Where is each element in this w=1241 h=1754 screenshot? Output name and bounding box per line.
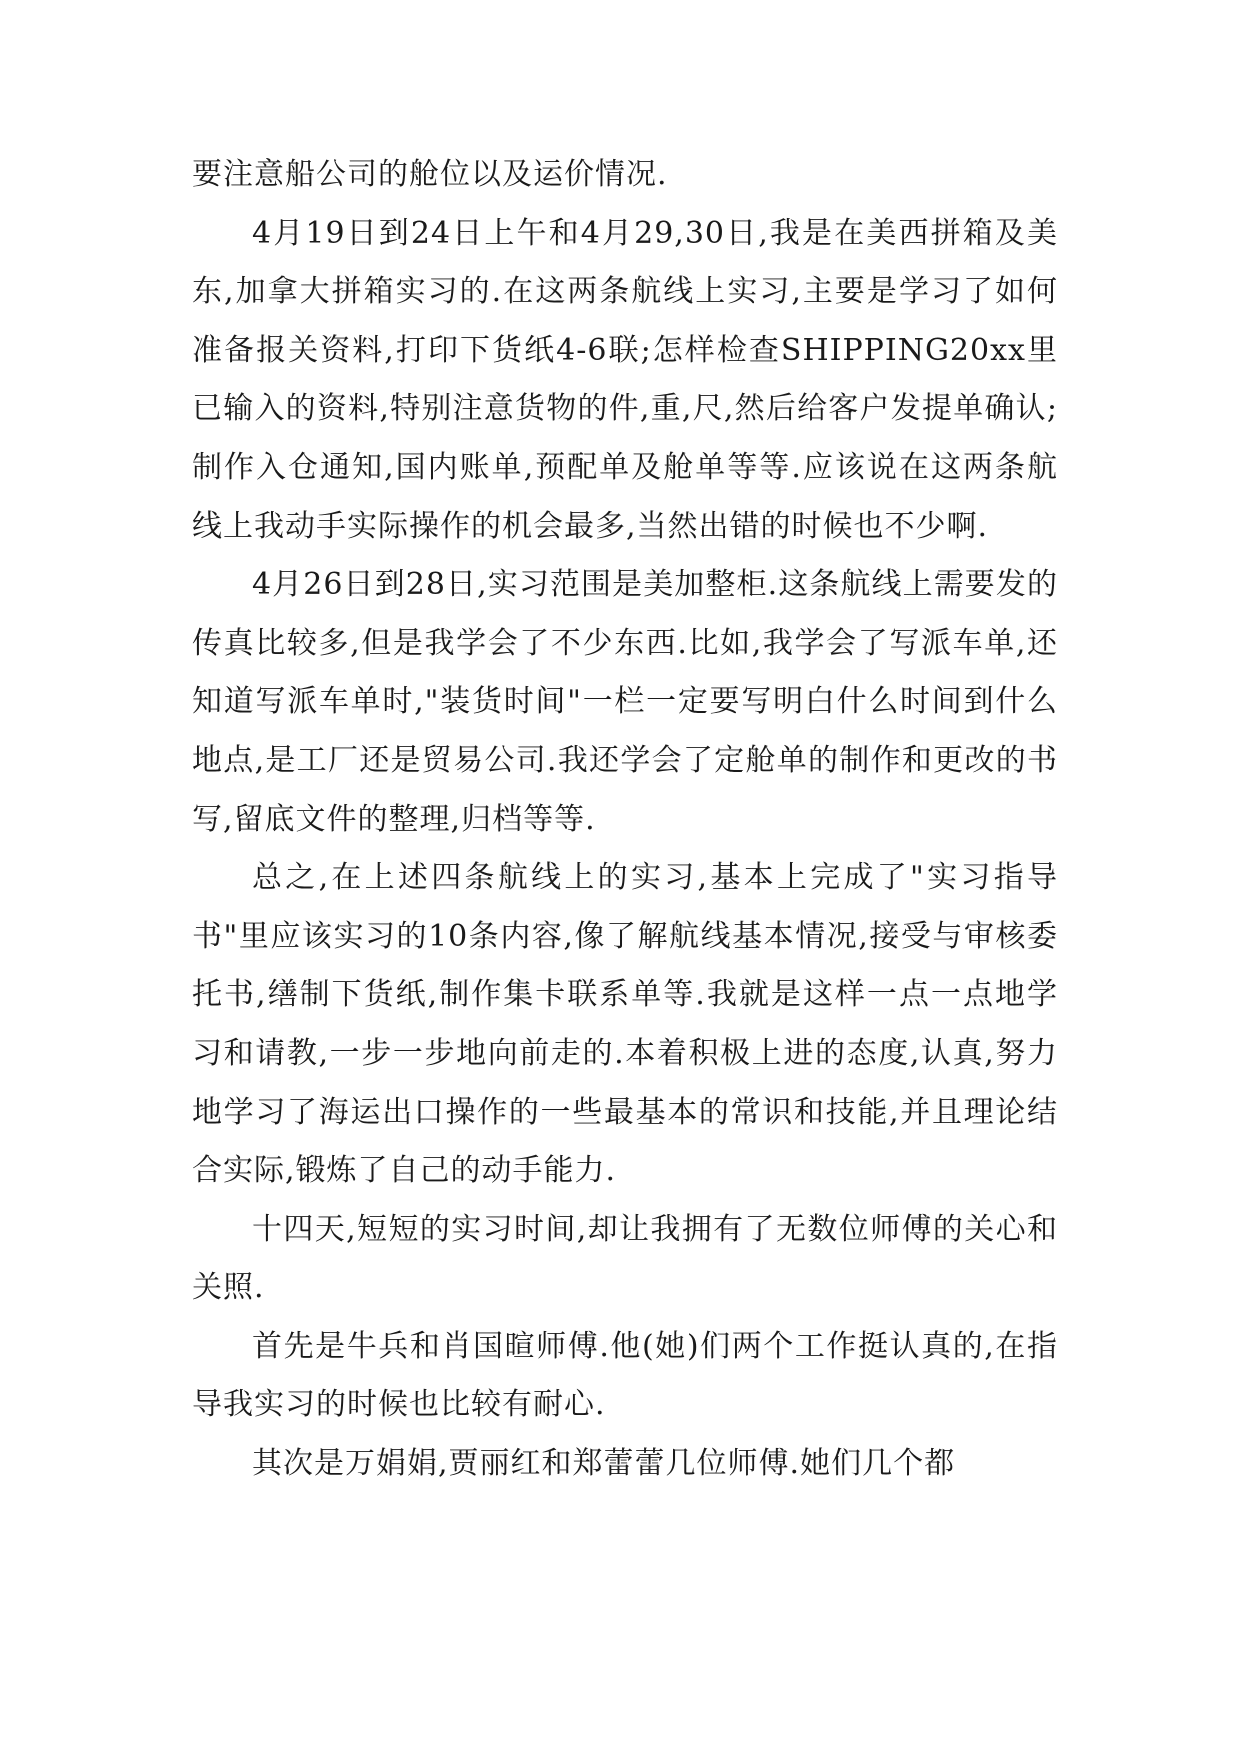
paragraph-4: 总之,在上述四条航线上的实习,基本上完成了"实习指导书"里应该实习的10条内容,像了解航线基本情况,接受与审核委托书,缮制下货纸,制作集卡联系单等.我就是这样一点一点地学习和请教,一步一步地向前走的.本着积极上进的态度,认真,努力地学习了海运出口操作的一些最基本的常识和技能,并且理论结合实际,锻炼了自己的动手能力. [192, 860, 1058, 1189]
paragraph-7: 其次是万娟娟,贾丽红和郑蕾蕾几位师傅.她们几个都 [252, 1446, 956, 1482]
paragraph-3: 4月26日到28日,实习范围是美加整柜.这条航线上需要发的传真比较多,但是我学会了不少东西.比如,我学会了写派车单,还知道写派车单时,"装货时间"一栏一定要写明白什么时间到什么地点,是工厂还是贸易公司.我还学会了定舱单的制作和更改的书写,留底文件的整理,归档等等. [192, 567, 1058, 837]
paragraph-6: 首先是牛兵和肖国暄师傅.他(她)们两个工作挺认真的,在指导我实习的时候也比较有耐心. [192, 1328, 1058, 1423]
paragraph-1: 要注意船公司的舱位以及运价情况. [192, 157, 668, 192]
paragraph-2: 4月19日到24日上午和4月29,30日,我是在美西拼箱及美东,加拿大拼箱实习的.在这两条航线上实习,主要是学习了如何准备报关资料,打印下货纸4-6联;怎样检查SHIPPING20xx里已输入的资料,特别注意货物的件,重,尺,然后给客户发提单确认;制作入仓通知,国内账单,预配单及舱单等等.应该说在这两条航线上我动手实际操作的机会最多,当然出错的时候也不少啊. [192, 215, 1058, 544]
paragraph-5: 十四天,短短的实习时间,却让我拥有了无数位师傅的关心和关照. [192, 1211, 1058, 1306]
document-body [192, 146, 1058, 1494]
